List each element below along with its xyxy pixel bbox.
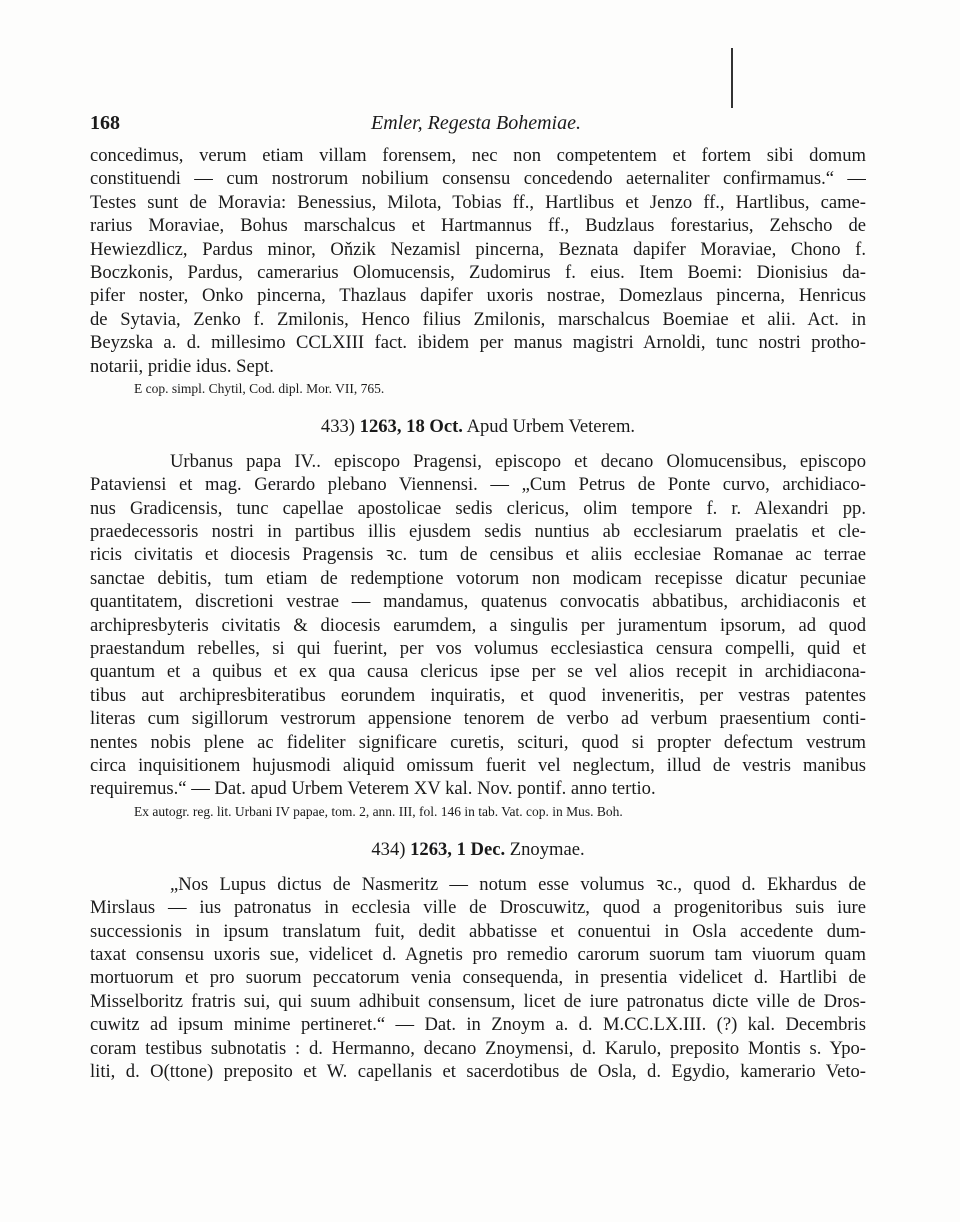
text-line: quantitatem, discretioni vestrae — mandamus, quatenus convocatis abbatibus, archidiaconis et xyxy=(90,591,866,613)
text-line: nus Gradicensis, tunc capellae apostolicae sedis clericus, olim tempore f. r. Alexandri pp. xyxy=(90,497,866,519)
text-line: requiremus.“ — Dat. apud Urbem Veterem XV kal. Nov. pontif. anno tertio. xyxy=(90,778,656,800)
charter-continuation xyxy=(90,144,866,1083)
text-line: constituendi — cum nostrorum nobilium consensu concedendo aeternaliter confirmamus.“ — xyxy=(90,168,866,190)
text-line: notarii, pridie idus. Sept. xyxy=(90,355,274,377)
text-line: nentes nobis plene ac fideliter significare curetis, scituri, quod si propter defectum vestrum xyxy=(90,731,866,753)
running-title: Emler, Regesta Bohemiae. xyxy=(371,112,581,134)
text-line: tibus aut archipresbiteratibus eorundem inquiratis, et quod inveneritis, per vestras patentes xyxy=(90,684,866,706)
source-note: E cop. simpl. Chytil, Cod. dipl. Mor. VII, 765. xyxy=(134,380,385,396)
text-line: mortuorum et pro suorum peccatorum venia consequenda, in presentia videlicet d. Hartlibi de xyxy=(90,967,866,989)
text-line: Testes sunt de Moravia: Benessius, Milota, Tobias ff., Hartlibus et Jenzo ff., Hartlibus, came- xyxy=(90,191,866,213)
text-line: Pataviensi et mag. Gerardo plebano Viennensi. — „Cum Petrus de Ponte curvo, archidiaco- xyxy=(90,474,866,496)
entry-date: 1263, 18 Oct. xyxy=(359,415,463,437)
text-line: sanctae debitis, tum etiam de redemptione votorum non modicam recepisse dicatur pecuniae xyxy=(90,567,866,589)
text-line: praedecessoris nostri in partibus illis ejusdem sedis nuntius ab ecclesiarum praelatis et cle- xyxy=(90,521,866,543)
text-line: Beyzska a. d. millesimo CCLXIII fact. ibidem per manus magistri Arnoldi, tunc nostri protho- xyxy=(90,332,866,354)
entry-heading-433 xyxy=(90,414,866,440)
text-line: literas cum sigillorum vestrorum appensione tenorem de verbo ad verbum praesentium conti- xyxy=(90,708,866,730)
text-line: liti, d. O(ttone) preposito et W. capellanis et sacerdotibus de Osla, d. Egydio, kamerario Veto- xyxy=(90,1060,866,1082)
text-line: coram testibus subnotatis : d. Hermanno, decano Znoymensi, d. Karulo, preposito Montis s. Ypo- xyxy=(90,1037,866,1059)
entry-date: 1263, 1 Dec. xyxy=(410,838,506,860)
text-line: circa inquisitionem hujusmodi aliquid omissum fuerit vel neglectum, illud de vestris manibus xyxy=(90,754,866,776)
page-number: 168 xyxy=(90,112,120,134)
text-line: Mirslaus — ius patronatus in ecclesia ville de Droscuwitz, quod a progenitoribus suis iure xyxy=(90,897,866,919)
entry-number: 434) xyxy=(371,838,406,860)
text-line: rarius Moraviae, Bohus marschalcus et Hartmannus ff., Budzlaus forestarius, Zehscho de xyxy=(90,215,866,237)
text-line: Misselboritz fratris sui, qui suum adhibuit consensum, licet de iure patronatus dicte ville de Dros- xyxy=(90,990,866,1012)
text-line: ricis civitatis et diocesis Pragensis ꝛc. tum de censibus et aliis ecclesiae Romanae ac terrae xyxy=(90,544,866,566)
text-line: „Nos Lupus dictus de Nasmeritz — notum esse volumus ꝛc., quod d. Ekhardus de xyxy=(170,873,866,895)
running-head xyxy=(90,112,862,142)
text-line: successionis in ipsum translatum fuit, dedit abbatisse et conuentui in Osla accedente dum- xyxy=(90,920,866,942)
text-line: Hewiezdlicz, Pardus minor, Oňzik Nezamisl pincerna, Beznata dapifer Moraviae, Chono f. xyxy=(90,238,866,260)
text-line: concedimus, verum etiam villam forensem, nec non competentem et fortem sibi domum xyxy=(90,145,866,166)
entry-number: 433) xyxy=(320,415,355,437)
entry-heading-434 xyxy=(90,837,866,863)
text-line: praestandum rebelles, si qui fuerint, per vos volumus ecclesiastica censura compelli, quid et xyxy=(90,638,866,660)
text-line: Boczkonis, Pardus, camerarius Olomucensis, Zudomirus f. eius. Item Boemi: Dionisius da- xyxy=(90,261,866,283)
entry-place: Apud Urbem Veterem. xyxy=(466,415,636,437)
text-line: pifer noster, Onko pincerna, Thazlaus dapifer uxoris nostrae, Domezlaus pincerna, Henricus xyxy=(90,285,866,307)
text-line: taxat consensu uxoris sue, videlicet d. Agnetis pro remedio carorum suorum tam viuorum quam xyxy=(90,943,866,965)
margin-pencil-mark xyxy=(731,48,733,108)
text-line: quantum et a quibus et ex qua causa clericus ipse per se vel alios recepit in archidiacona- xyxy=(90,661,866,683)
source-note: Ex autogr. reg. lit. Urbani IV papae, tom. 2, ann. III, fol. 146 in tab. Vat. cop. in Mus. Boh. xyxy=(134,803,623,819)
text-line: de Sytavia, Zenko f. Zmilonis, Henco filius Zmilonis, marschalcus Boemiae et alii. Act. in xyxy=(90,308,866,330)
text-line: Urbanus papa IV.. episcopo Pragensi, episcopo et decano Olomucensibus, episcopo xyxy=(170,450,866,472)
text-line: archipresbyteris civitatis & diocesis earumdem, a singulis per juramentum ipsorum, ad quod xyxy=(90,614,866,636)
text-line: cuwitz ad ipsum minime pertineret.“ — Dat. in Znoym a. d. M.CC.LX.III. (?) kal. Decembris xyxy=(90,1014,866,1036)
entry-place: Znoymae. xyxy=(509,838,585,860)
